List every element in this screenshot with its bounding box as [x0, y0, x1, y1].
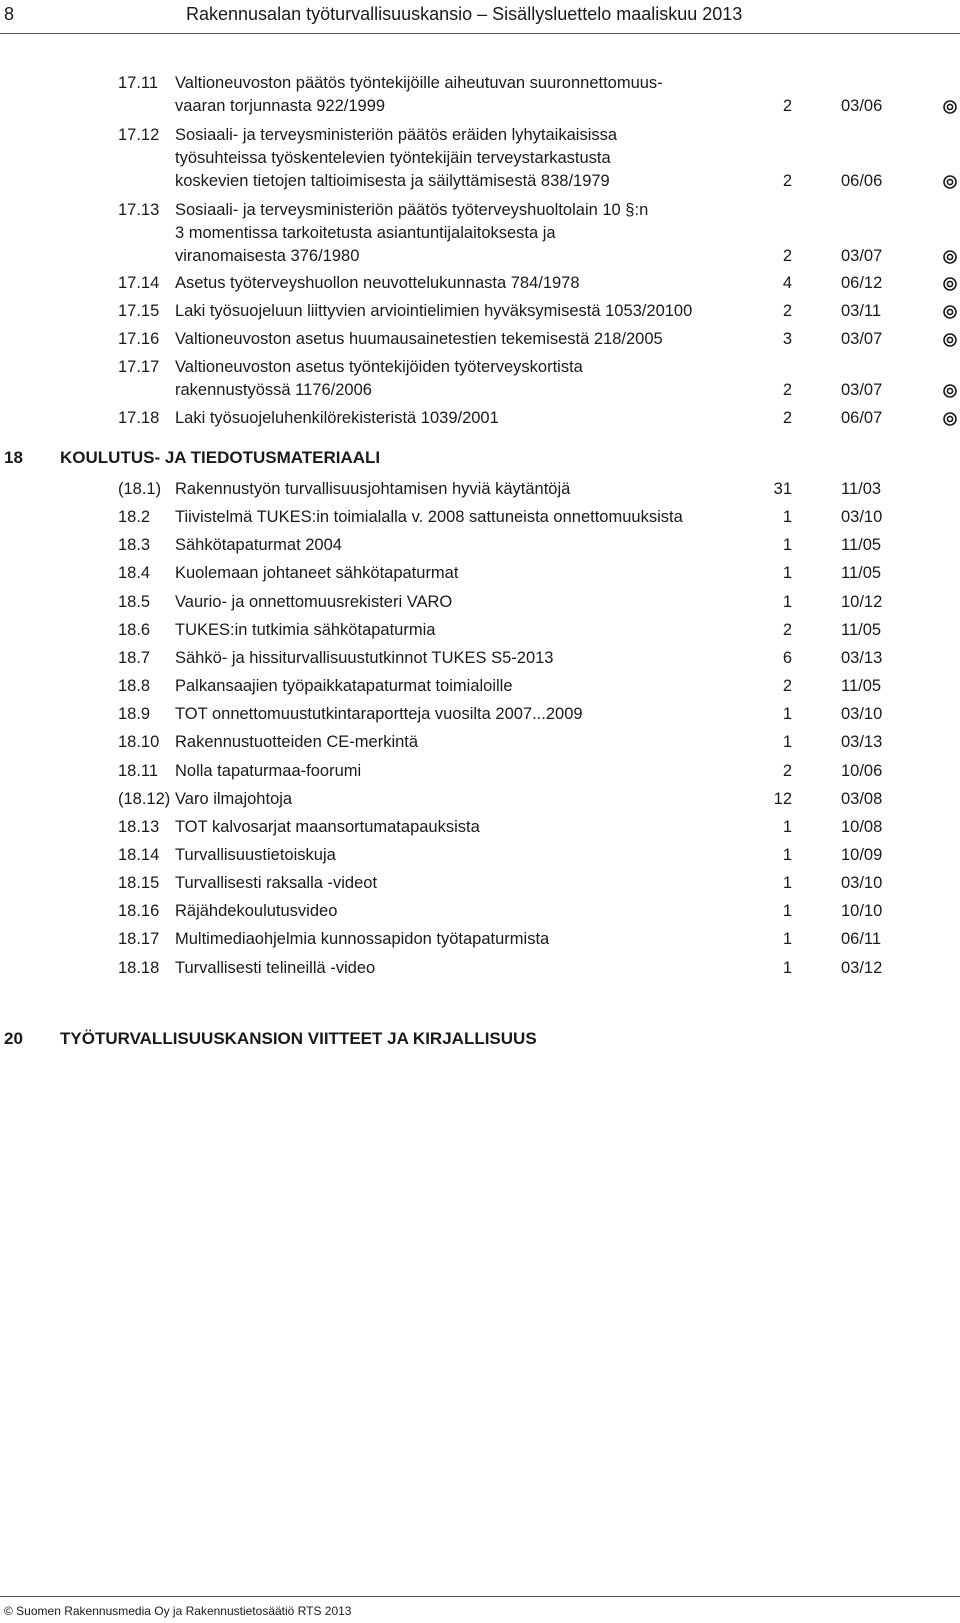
entry-volume: 1	[782, 564, 792, 583]
page-title: Rakennusalan työturvallisuuskansio – Sisällysluettelo maaliskuu 2013	[186, 4, 743, 24]
section-title: KOULUTUS- JA TIEDOTUSMATERIAALI	[60, 448, 381, 467]
cd-icon	[943, 175, 957, 189]
header-rule	[0, 33, 960, 34]
entry-date: 03/08	[841, 789, 883, 808]
entry-volume: 2	[782, 302, 792, 320]
entry-volume: 12	[773, 789, 792, 808]
section-number: 18	[4, 448, 23, 467]
entry-title-line: viranomaisesta 376/1980	[175, 247, 360, 265]
entry-date: 03/13	[841, 648, 883, 667]
section-number: 20	[4, 1029, 23, 1048]
entry-title	[175, 72, 765, 118]
entry-title	[175, 872, 765, 895]
entry-volume: 1	[782, 958, 792, 977]
entry-date: 11/05	[841, 536, 882, 555]
entry-date: 11/05	[841, 620, 882, 639]
entry-date: 06/07	[841, 409, 883, 427]
entry-number: 17.15	[118, 302, 160, 320]
cd-icon	[943, 250, 957, 264]
entry-date: 11/05	[841, 564, 882, 583]
entry-title	[175, 647, 765, 670]
entry-title-line: Sähkö- ja hissiturvallisuustutkinnot TUKES S5-2013	[175, 648, 554, 667]
entry-title	[175, 356, 765, 402]
entry-number: 18.5	[118, 592, 151, 611]
entry-volume: 1	[782, 817, 792, 836]
entry-title	[175, 844, 765, 867]
entry-title-line: Asetus työterveyshuollon neuvottelukunnasta 784/1978	[175, 274, 580, 292]
entry-title-line: Rakennustuotteiden CE-merkintä	[175, 733, 419, 752]
entry-title	[175, 300, 765, 323]
entry-volume: 2	[782, 677, 792, 696]
entry-number: 18.9	[118, 705, 151, 724]
entry-title-line: Palkansaajien työpaikkatapaturmat toimialoille	[175, 677, 513, 696]
entry-date: 11/05	[841, 677, 882, 696]
entry-title-line: rakennustyössä 1176/2006	[175, 381, 372, 399]
entry-date: 10/12	[841, 592, 883, 611]
entry-title-line: vaaran torjunnasta 922/1999	[175, 97, 386, 115]
entry-volume: 6	[782, 648, 792, 667]
entry-title-line: Turvallisesti raksalla -videot	[175, 874, 378, 893]
entry-number: 18.17	[118, 930, 160, 949]
entry-volume: 2	[782, 381, 792, 399]
entry-title-line: Vaurio- ja onnettomuusrekisteri VARO	[175, 592, 453, 611]
entry-number: 18.14	[118, 845, 160, 864]
entry-title-line: Räjähdekoulutusvideo	[175, 902, 338, 921]
entry-number: 18.6	[118, 620, 151, 639]
entry-title-line: 3 momentissa tarkoitetusta asiantuntijalaitoksesta ja	[175, 224, 556, 242]
entry-title-line: TUKES:in tutkimia sähkötapaturmia	[175, 620, 436, 639]
entry-date: 06/11	[841, 930, 882, 949]
entry-number: 17.16	[118, 330, 160, 348]
entry-title	[175, 591, 765, 614]
entry-date: 03/06	[841, 97, 883, 115]
entry-date: 03/11	[841, 302, 882, 320]
entry-title-line: Laki työsuojeluun liittyvien arviointielimien hyväksymisestä 1053/20100	[175, 302, 693, 320]
entry-date: 03/13	[841, 733, 883, 752]
cd-icon	[943, 333, 957, 347]
entry-date: 03/10	[841, 508, 883, 527]
entry-title	[175, 957, 765, 980]
section-title: TYÖTURVALLISUUSKANSION VIITTEET JA KIRJALLISUUS	[60, 1029, 537, 1048]
entry-number: 18.7	[118, 648, 151, 667]
footer-rule	[0, 1596, 960, 1597]
cd-icon	[943, 277, 957, 291]
entry-title-line: Laki työsuojeluhenkilörekisteristä 1039/2001	[175, 409, 499, 427]
entry-title-line: Sosiaali- ja terveysministeriön päätös eräiden lyhytaikaisissa	[175, 126, 618, 144]
page-header	[0, 0, 960, 34]
entry-volume: 1	[782, 705, 792, 724]
entry-title-line: Sähkötapaturmat 2004	[175, 536, 342, 555]
entry-volume: 1	[782, 902, 792, 921]
entry-number: (18.1)	[118, 480, 162, 498]
entry-title	[175, 900, 765, 923]
entry-title-line: TOT onnettomuustutkintaraportteja vuosilta 2007...2009	[175, 705, 583, 724]
entry-number: 17.14	[118, 274, 160, 292]
cd-icon	[943, 412, 957, 426]
entry-title	[175, 124, 765, 193]
entry-volume: 3	[782, 330, 792, 348]
entry-volume: 31	[773, 480, 792, 498]
entry-number: 18.4	[118, 564, 151, 583]
cd-icon	[943, 100, 957, 114]
entry-title-line: Valtioneuvoston asetus huumausainetestien tekemisestä 218/2005	[175, 330, 663, 348]
entry-title-line: koskevien tietojen taltioimisesta ja säilyttämisestä 838/1979	[175, 172, 610, 190]
entry-date: 10/06	[841, 761, 883, 780]
entry-number: 18.15	[118, 874, 160, 893]
entry-date: 03/07	[841, 330, 883, 348]
entry-date: 03/07	[841, 247, 883, 265]
entry-number: 17.13	[118, 201, 160, 219]
entry-title	[175, 703, 765, 726]
entry-volume: 2	[782, 620, 792, 639]
entry-volume: 2	[782, 409, 792, 427]
entry-title-line: Sosiaali- ja terveysministeriön päätös työterveyshuoltolain 10 §:n	[175, 201, 649, 219]
entry-title-line: Valtioneuvoston päätös työntekijöille aiheutuvan suuronnettomuus-	[175, 74, 663, 92]
entry-date: 11/03	[841, 480, 882, 498]
entry-number: 18.8	[118, 677, 151, 696]
entry-volume: 2	[782, 172, 792, 190]
entry-volume: 1	[782, 733, 792, 752]
entry-date: 03/12	[841, 958, 883, 977]
entry-title-line: Nolla tapaturmaa-foorumi	[175, 761, 362, 780]
entry-title-line: Multimediaohjelmia kunnossapidon työtapaturmista	[175, 930, 550, 949]
entry-date: 03/07	[841, 381, 883, 399]
entry-number: 18.10	[118, 733, 160, 752]
entry-number: 18.2	[118, 508, 151, 527]
cd-icon	[943, 384, 957, 398]
entry-title-line: Varo ilmajohtoja	[175, 789, 293, 808]
entry-title	[175, 328, 765, 351]
footer-copyright: © Suomen Rakennusmedia Oy ja Rakennustietosäätiö RTS 2013	[4, 1604, 352, 1618]
entry-title	[175, 562, 765, 585]
entry-title	[175, 619, 765, 642]
entry-number: 17.17	[118, 358, 160, 376]
cd-icon	[943, 305, 957, 319]
entry-title	[175, 534, 765, 557]
entry-number: 18.18	[118, 958, 160, 977]
entry-volume: 4	[782, 274, 792, 292]
entry-number: 18.11	[118, 761, 159, 780]
entry-volume: 2	[782, 247, 792, 265]
entry-title	[175, 760, 765, 783]
entry-title	[175, 816, 765, 839]
entry-title-line: Turvallisesti telineillä -video	[175, 958, 376, 977]
entry-date: 10/10	[841, 902, 883, 921]
entry-title	[175, 407, 765, 430]
entry-title	[175, 272, 765, 295]
entry-date: 03/10	[841, 874, 883, 893]
entry-volume: 1	[782, 536, 792, 555]
entry-date: 06/06	[841, 172, 883, 190]
entry-title	[175, 675, 765, 698]
entry-volume: 2	[782, 761, 792, 780]
entry-title-line: Valtioneuvoston asetus työntekijöiden työterveyskortista	[175, 358, 583, 376]
entry-title	[175, 731, 765, 754]
entry-title	[175, 478, 765, 501]
entry-number: 17.12	[118, 126, 160, 144]
entry-number: 17.18	[118, 409, 160, 427]
entry-volume: 1	[782, 845, 792, 864]
entry-date: 10/09	[841, 845, 883, 864]
entry-title-line: Turvallisuustietoiskuja	[175, 845, 336, 864]
entry-number: (18.12)	[118, 789, 171, 808]
entry-volume: 2	[782, 97, 792, 115]
entry-title-line: työsuhteissa työskentelevien työntekijäin terveystarkastusta	[175, 149, 611, 167]
entry-title-line: Tiivistelmä TUKES:in toimialalla v. 2008 sattuneista onnettomuuksista	[175, 508, 683, 527]
entry-number: 17.11	[118, 74, 159, 92]
entry-title	[175, 199, 765, 268]
entry-number: 18.3	[118, 536, 151, 555]
entry-volume: 1	[782, 508, 792, 527]
entry-volume: 1	[782, 592, 792, 611]
entry-title-line: Rakennustyön turvallisuusjohtamisen hyviä käytäntöjä	[175, 480, 571, 498]
entry-number: 18.16	[118, 902, 160, 921]
entry-title	[175, 506, 765, 529]
entry-date: 06/12	[841, 274, 883, 292]
entry-number: 18.13	[118, 817, 160, 836]
entry-title-line: Kuolemaan johtaneet sähkötapaturmat	[175, 564, 459, 583]
entry-title	[175, 788, 765, 811]
entry-volume: 1	[782, 874, 792, 893]
entry-volume: 1	[782, 930, 792, 949]
entry-date: 03/10	[841, 705, 883, 724]
entry-date: 10/08	[841, 817, 883, 836]
entry-title-line: TOT kalvosarjat maansortumatapauksista	[175, 817, 480, 836]
entry-title	[175, 928, 765, 951]
page-number: 8	[4, 4, 15, 24]
